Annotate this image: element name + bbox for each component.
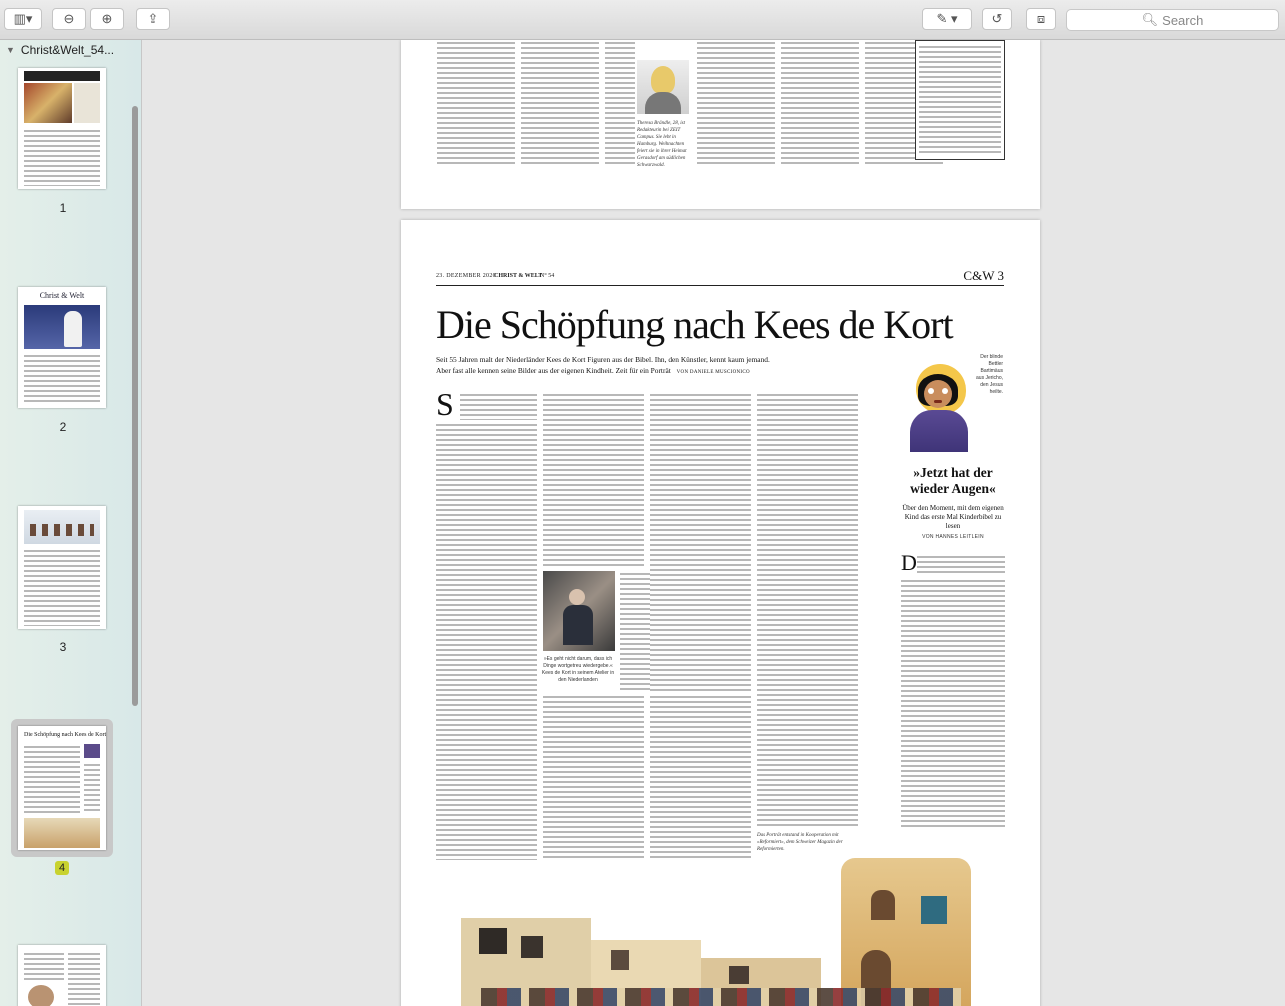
- side-dropcap: D: [901, 550, 917, 575]
- sidebar-scrollbar[interactable]: [132, 106, 138, 706]
- toolbar: [0, 0, 1285, 40]
- headline: Die Schöpfung nach Kees de Kort: [436, 302, 953, 347]
- article-column-1: [460, 392, 537, 420]
- article-column-2-bottom: [543, 694, 644, 860]
- page-number-2: 2: [59, 420, 67, 434]
- pen-icon: ✎ ▾: [936, 11, 958, 26]
- page-4: [401, 220, 1040, 1006]
- zoom-in-icon: ⊕: [101, 11, 113, 26]
- imprint-box: [915, 40, 1005, 160]
- page-number-4-badge: 4: [55, 861, 69, 875]
- rotate-button[interactable]: [982, 8, 1012, 30]
- village-illustration: [461, 840, 1001, 1006]
- document-title: Christ&Welt_54...: [20, 43, 115, 57]
- sidebar-icon: ▥▾: [13, 11, 33, 26]
- section-name: CHRIST & WELT: [494, 273, 543, 279]
- share-icon: ⇪: [147, 11, 159, 26]
- side-story-text-top: [917, 554, 1005, 576]
- search-field[interactable]: [1066, 9, 1279, 31]
- search-icon: 🔍︎: [1141, 12, 1159, 27]
- page-thumbnail-3[interactable]: [18, 506, 106, 629]
- article-column-2-top: [543, 392, 644, 568]
- article-column-1-body: [436, 422, 537, 860]
- page-thumbnail-5[interactable]: [18, 945, 106, 1006]
- dropcap: S: [436, 386, 454, 422]
- issue-date: 23. DEZEMBER 2020: [436, 273, 496, 279]
- disclosure-triangle-icon[interactable]: ▼: [6, 45, 15, 55]
- page-header: [436, 268, 1004, 286]
- issue-number: N° 54: [540, 273, 555, 279]
- zoom-in-button[interactable]: [90, 8, 124, 30]
- author-photo: [637, 60, 689, 114]
- standfirst-line-1: Seit 55 Jahren malt der Niederländer Kees de Kort Figuren aus der Bibel. Ihn, den Künstler, kennt kaum jemand.: [436, 355, 770, 364]
- page-thumbnail-1[interactable]: [18, 68, 106, 189]
- rotate-icon: ↺: [991, 11, 1003, 26]
- page-thumbnail-4[interactable]: Die Schöpfung nach Kees de Kort: [18, 726, 106, 850]
- toolbox-button[interactable]: [1026, 8, 1056, 30]
- footer-note: Das Porträt entstand in Kooperation mit »Reformiert«, dem Schweizer Magazin der Reformierten.: [757, 833, 843, 852]
- share-button[interactable]: [136, 8, 170, 30]
- page-thumbnail-2[interactable]: Christ & Welt: [18, 287, 106, 408]
- side-dek: Über den Moment, mit dem eigenen Kind das erste Mal Kinderbibel zu lesen: [902, 504, 1004, 530]
- bartimaeus-illustration: [906, 364, 972, 452]
- article-byline: VON DANIELE MUSCIONICO: [676, 370, 750, 375]
- article-column-3: [650, 392, 751, 692]
- side-story-text: [901, 578, 1005, 828]
- side-byline: VON HANNES LEITLEIN: [922, 534, 984, 540]
- standfirst-line-2: [436, 366, 750, 375]
- article-column-3-bottom: [650, 694, 751, 860]
- markup-button[interactable]: [922, 8, 972, 30]
- document-header[interactable]: [0, 40, 141, 60]
- artist-photo: [543, 571, 615, 651]
- thumbnail-sidebar[interactable]: [0, 40, 142, 1006]
- artist-photo-caption: »Es geht nicht darum, dass ich Dinge wortgetreu wiedergebe.« Kees de Kort in seinem Atelier in den Niederlanden: [541, 656, 615, 683]
- photo-caption: Theresa Brändle, 28, ist Redakteurin bei ZEIT Campus. Sie lebt in Hamburg. Weihnachten feiert sie in ihrer Heimat Gerasdorf am südlichen Schwarzwald.: [637, 121, 687, 168]
- page-number-1: 1: [59, 201, 67, 215]
- article-column-4: [757, 392, 858, 828]
- illustration-caption: Der blinde Bettler Bartimäus aus Jericho, den Jesus heilte.: [976, 354, 1003, 395]
- zoom-out-icon: ⊖: [63, 11, 75, 26]
- page-label: C&W 3: [963, 268, 1004, 283]
- document-view[interactable]: [143, 40, 1285, 1006]
- toolbox-icon: ⧈: [1036, 11, 1046, 26]
- zoom-out-button[interactable]: [52, 8, 86, 30]
- page-number-3: 3: [59, 640, 67, 654]
- search-placeholder: Search: [1162, 12, 1204, 28]
- standfirst-text: Aber fast alle kennen seine Bilder aus der eigenen Kindheit. Zeit für ein Porträt: [436, 366, 671, 375]
- page-3: [401, 40, 1040, 209]
- sidebar-toggle-button[interactable]: [4, 8, 42, 30]
- side-headline: »Jetzt hat der wieder Augen«: [910, 465, 996, 496]
